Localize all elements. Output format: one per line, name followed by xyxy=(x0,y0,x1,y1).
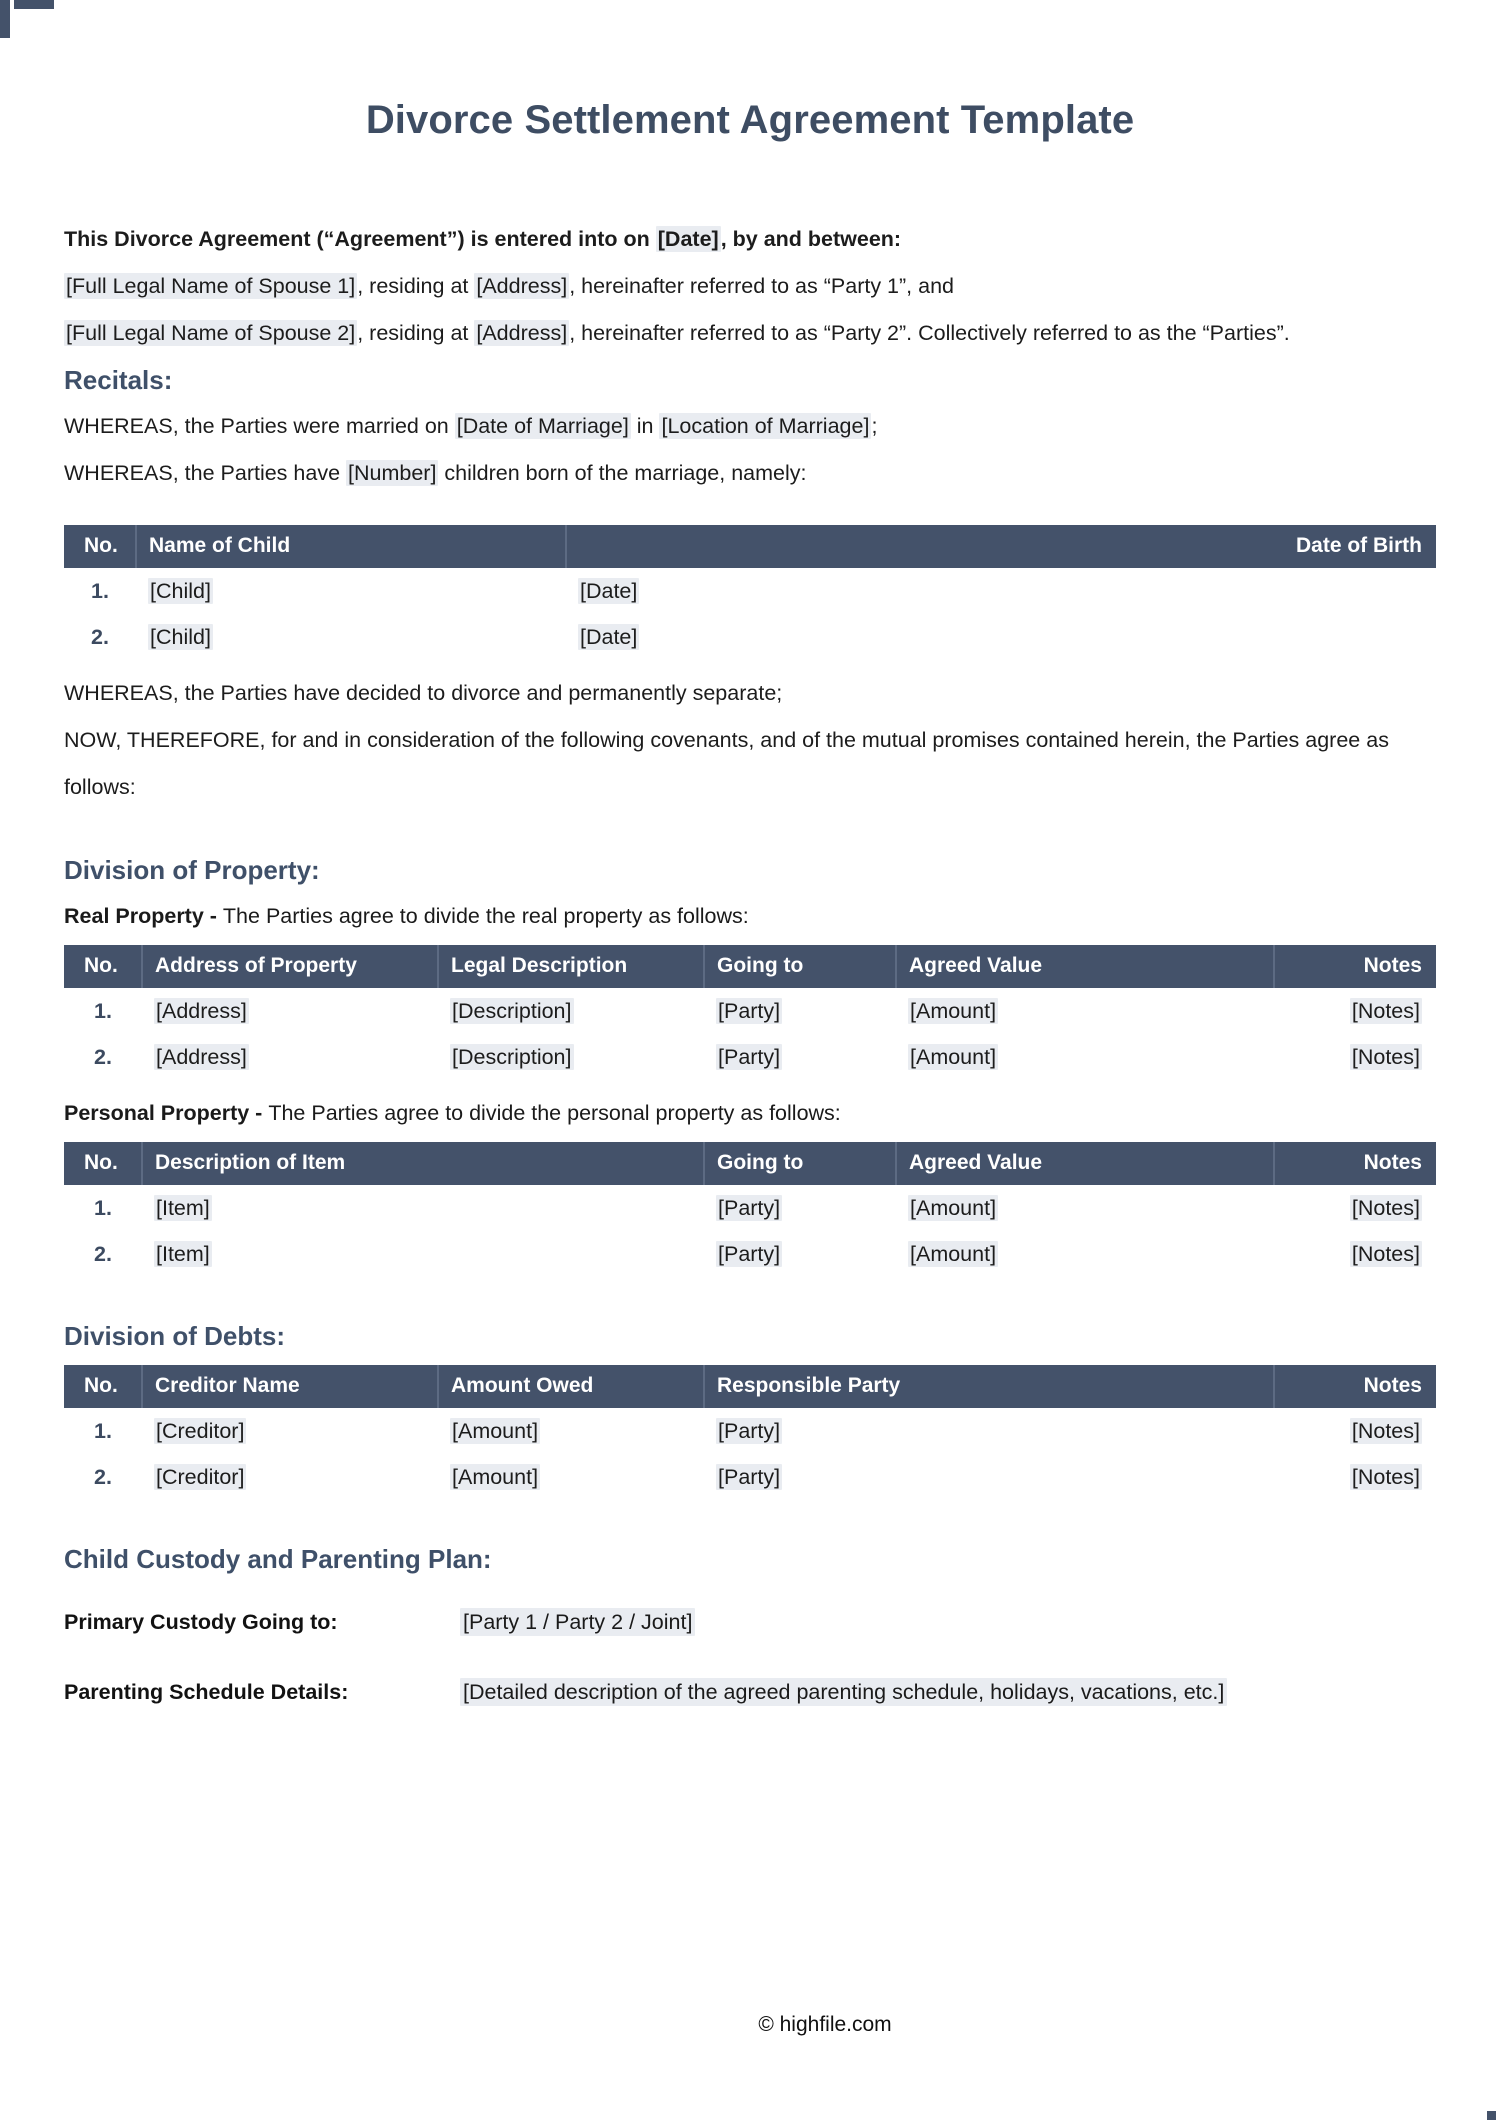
intro-line-1 xyxy=(64,216,1436,263)
spouse-1-name-placeholder: [Full Legal Name of Spouse 1] xyxy=(66,274,356,298)
table-header-row xyxy=(64,525,1436,568)
real-property-table xyxy=(64,945,1436,1080)
children-row-1-no: 1. xyxy=(91,579,109,603)
real-row-2-no: 2. xyxy=(94,1045,112,1069)
real-row-1-value xyxy=(896,988,1274,1034)
personal-row-2-item xyxy=(142,1231,704,1277)
primary-custody-label: Primary Custody Going to: xyxy=(64,1610,338,1634)
personal-header-description: Description of Item xyxy=(142,1142,704,1185)
personal-property-table-wrapper xyxy=(64,1142,1436,1277)
page-footer xyxy=(0,2013,1500,2037)
section-heading-division-of-property: Division of Property: xyxy=(64,855,320,885)
debts-header-creditor: Creditor Name xyxy=(142,1365,438,1408)
real-header-legal-description: Legal Description xyxy=(438,945,704,988)
creditor-placeholder: [Creditor] xyxy=(156,1465,245,1489)
debts-row-2-no: 2. xyxy=(94,1465,112,1489)
intro-paragraphs xyxy=(64,216,1436,357)
table-header-row xyxy=(64,945,1436,988)
debts-row-2-amount xyxy=(438,1454,704,1500)
notes-placeholder: [Notes] xyxy=(1351,1419,1420,1443)
corner-registration-mark-top-left xyxy=(0,0,54,38)
location-of-marriage-placeholder: [Location of Marriage] xyxy=(661,414,870,438)
real-row-1-going xyxy=(704,988,896,1034)
real-row-2-notes xyxy=(1274,1034,1436,1080)
table-header-row xyxy=(64,1365,1436,1408)
personal-row-2-value xyxy=(896,1231,1274,1277)
table-row xyxy=(64,988,1436,1034)
children-row-2-no: 2. xyxy=(91,625,109,649)
debts-row-2-creditor xyxy=(142,1454,438,1500)
spouse-2-name-placeholder: [Full Legal Name of Spouse 2] xyxy=(66,321,356,345)
real-row-1-notes xyxy=(1274,988,1436,1034)
intro-line-2-mid: , residing at xyxy=(357,274,475,298)
parenting-schedule-placeholder: [Detailed description of the agreed parenting schedule, holidays, vacations, etc.] xyxy=(460,1678,1227,1706)
table-row xyxy=(64,568,1436,614)
real-row-2-value xyxy=(896,1034,1274,1080)
address-placeholder: [Address] xyxy=(156,999,247,1023)
party-placeholder: [Party] xyxy=(718,1419,781,1443)
table-header-row xyxy=(64,1142,1436,1185)
recital-married xyxy=(64,403,1436,450)
intro-line-3-tail: , hereinafter referred to as “Party 2”. Collectively referred to as the “Parties”. xyxy=(569,321,1290,345)
personal-row-2-notes xyxy=(1274,1231,1436,1277)
debts-row-1-creditor xyxy=(142,1408,438,1454)
address-placeholder: [Address] xyxy=(156,1045,247,1069)
recital-now-therefore: NOW, THEREFORE, for and in consideration of the following covenants, and of the mutual promises contained herein, the Parties agree as follows: xyxy=(64,728,1389,799)
debts-table-wrapper xyxy=(64,1365,1436,1500)
children-row-1-name xyxy=(136,568,566,614)
table-row xyxy=(64,1185,1436,1231)
personal-row-2-no: 2. xyxy=(94,1242,112,1266)
recital-separate: WHEREAS, the Parties have decided to divorce and permanently separate; xyxy=(64,681,783,705)
recital-married-c: ; xyxy=(871,414,878,438)
intro-line-1-tail: , by and between: xyxy=(720,227,902,251)
amount-placeholder: [Amount] xyxy=(910,1196,997,1220)
recital-children-a: WHEREAS, the Parties have xyxy=(64,461,346,485)
recital-married-a: WHEREAS, the Parties were married on xyxy=(64,414,455,438)
real-header-agreed-value: Agreed Value xyxy=(896,945,1274,988)
real-header-no: No. xyxy=(64,945,142,988)
children-row-2-name xyxy=(136,614,566,660)
party-placeholder: [Party] xyxy=(718,1465,781,1489)
children-table xyxy=(64,525,1436,660)
description-placeholder: [Description] xyxy=(452,999,572,1023)
recital-married-b: in xyxy=(630,414,660,438)
debts-row-2-party xyxy=(704,1454,1274,1500)
personal-property-label: Personal Property - xyxy=(64,1101,269,1125)
table-row xyxy=(64,1034,1436,1080)
personal-row-1-going xyxy=(704,1185,896,1231)
personal-row-2-going xyxy=(704,1231,896,1277)
personal-header-no: No. xyxy=(64,1142,142,1185)
real-property-text: The Parties agree to divide the real property as follows: xyxy=(222,904,749,928)
debts-header-notes: Notes xyxy=(1274,1365,1436,1408)
party-placeholder: [Party] xyxy=(718,999,781,1023)
intro-line-2-tail: , hereinafter referred to as “Party 1”, and xyxy=(569,274,954,298)
party-placeholder: [Party] xyxy=(718,1242,781,1266)
item-placeholder: [Item] xyxy=(156,1196,210,1220)
debts-row-1-no: 1. xyxy=(94,1419,112,1443)
debts-row-2-notes xyxy=(1274,1454,1436,1500)
personal-header-agreed-value: Agreed Value xyxy=(896,1142,1274,1185)
real-row-2-going xyxy=(704,1034,896,1080)
child-name-placeholder: [Child] xyxy=(150,625,211,649)
amount-placeholder: [Amount] xyxy=(910,999,997,1023)
real-header-notes: Notes xyxy=(1274,945,1436,988)
party-placeholder: [Party] xyxy=(718,1196,781,1220)
personal-header-notes: Notes xyxy=(1274,1142,1436,1185)
children-table-wrapper xyxy=(64,525,1436,660)
real-row-2-address xyxy=(142,1034,438,1080)
real-row-1-address xyxy=(142,988,438,1034)
children-header-no: No. xyxy=(64,525,136,568)
date-of-marriage-placeholder: [Date of Marriage] xyxy=(456,414,629,438)
child-dob-placeholder: [Date] xyxy=(580,579,638,603)
debts-table xyxy=(64,1365,1436,1500)
corner-registration-mark-bottom-right xyxy=(1487,2111,1496,2120)
personal-property-text: The Parties agree to divide the personal property as follows: xyxy=(268,1101,841,1125)
section-heading-division-of-debts: Division of Debts: xyxy=(64,1321,286,1351)
notes-placeholder: [Notes] xyxy=(1351,1242,1420,1266)
creditor-placeholder: [Creditor] xyxy=(156,1419,245,1443)
debts-header-no: No. xyxy=(64,1365,142,1408)
real-property-lead xyxy=(64,893,1436,939)
notes-placeholder: [Notes] xyxy=(1351,1045,1420,1069)
amount-placeholder: [Amount] xyxy=(452,1419,539,1443)
table-row xyxy=(64,614,1436,660)
primary-custody-placeholder: [Party 1 / Party 2 / Joint] xyxy=(460,1608,695,1636)
recital-children xyxy=(64,450,1436,497)
notes-placeholder: [Notes] xyxy=(1351,999,1420,1023)
amount-placeholder: [Amount] xyxy=(452,1465,539,1489)
custody-details xyxy=(64,1600,1436,1714)
primary-custody-row xyxy=(64,1600,1436,1644)
personal-row-1-notes xyxy=(1274,1185,1436,1231)
page-title: Divorce Settlement Agreement Template xyxy=(365,98,1135,142)
real-row-1-legal xyxy=(438,988,704,1034)
copyright-text: © highfile.com xyxy=(758,2013,892,2036)
children-row-2-dob xyxy=(566,614,1436,660)
notes-placeholder: [Notes] xyxy=(1351,1196,1420,1220)
primary-custody-value xyxy=(460,1600,1436,1644)
intro-line-3 xyxy=(64,310,1436,357)
personal-property-lead xyxy=(64,1090,1436,1136)
parenting-schedule-value xyxy=(460,1670,1436,1714)
table-row xyxy=(64,1231,1436,1277)
intro-line-3-mid: , residing at xyxy=(357,321,475,345)
item-placeholder: [Item] xyxy=(156,1242,210,1266)
debts-header-amount: Amount Owed xyxy=(438,1365,704,1408)
party-placeholder: [Party] xyxy=(718,1045,781,1069)
debts-header-responsible-party: Responsible Party xyxy=(704,1365,1274,1408)
spouse-1-address-placeholder: [Address] xyxy=(476,274,568,298)
amount-placeholder: [Amount] xyxy=(910,1242,997,1266)
debts-row-1-amount xyxy=(438,1408,704,1454)
parenting-schedule-label: Parenting Schedule Details: xyxy=(64,1680,349,1704)
spouse-2-address-placeholder: [Address] xyxy=(476,321,568,345)
intro-line-1-text: This Divorce Agreement (“Agreement”) is entered into on xyxy=(64,227,656,251)
notes-placeholder: [Notes] xyxy=(1351,1465,1420,1489)
description-placeholder: [Description] xyxy=(452,1045,572,1069)
debts-row-1-party xyxy=(704,1408,1274,1454)
parenting-schedule-row xyxy=(64,1670,1436,1714)
personal-row-1-item xyxy=(142,1185,704,1231)
real-row-1-no: 1. xyxy=(94,999,112,1023)
personal-row-1-no: 1. xyxy=(94,1196,112,1220)
section-heading-child-custody: Child Custody and Parenting Plan: xyxy=(64,1544,492,1574)
real-header-going-to: Going to xyxy=(704,945,896,988)
children-row-1-dob xyxy=(566,568,1436,614)
intro-date-placeholder: [Date] xyxy=(657,227,719,251)
real-property-table-wrapper xyxy=(64,945,1436,1080)
section-heading-recitals: Recitals: xyxy=(64,365,173,395)
personal-row-1-value xyxy=(896,1185,1274,1231)
children-header-name: Name of Child xyxy=(136,525,566,568)
personal-property-table xyxy=(64,1142,1436,1277)
real-property-label: Real Property - xyxy=(64,904,223,928)
intro-line-2 xyxy=(64,263,1436,310)
children-header-dob: Date of Birth xyxy=(566,525,1436,568)
table-row xyxy=(64,1408,1436,1454)
real-header-address: Address of Property xyxy=(142,945,438,988)
recital-children-b: children born of the marriage, namely: xyxy=(438,461,807,485)
child-name-placeholder: [Child] xyxy=(150,579,211,603)
real-row-2-legal xyxy=(438,1034,704,1080)
debts-row-1-notes xyxy=(1274,1408,1436,1454)
amount-placeholder: [Amount] xyxy=(910,1045,997,1069)
number-of-children-placeholder: [Number] xyxy=(348,461,437,485)
table-row xyxy=(64,1454,1436,1500)
child-dob-placeholder: [Date] xyxy=(580,625,638,649)
personal-header-going-to: Going to xyxy=(704,1142,896,1185)
